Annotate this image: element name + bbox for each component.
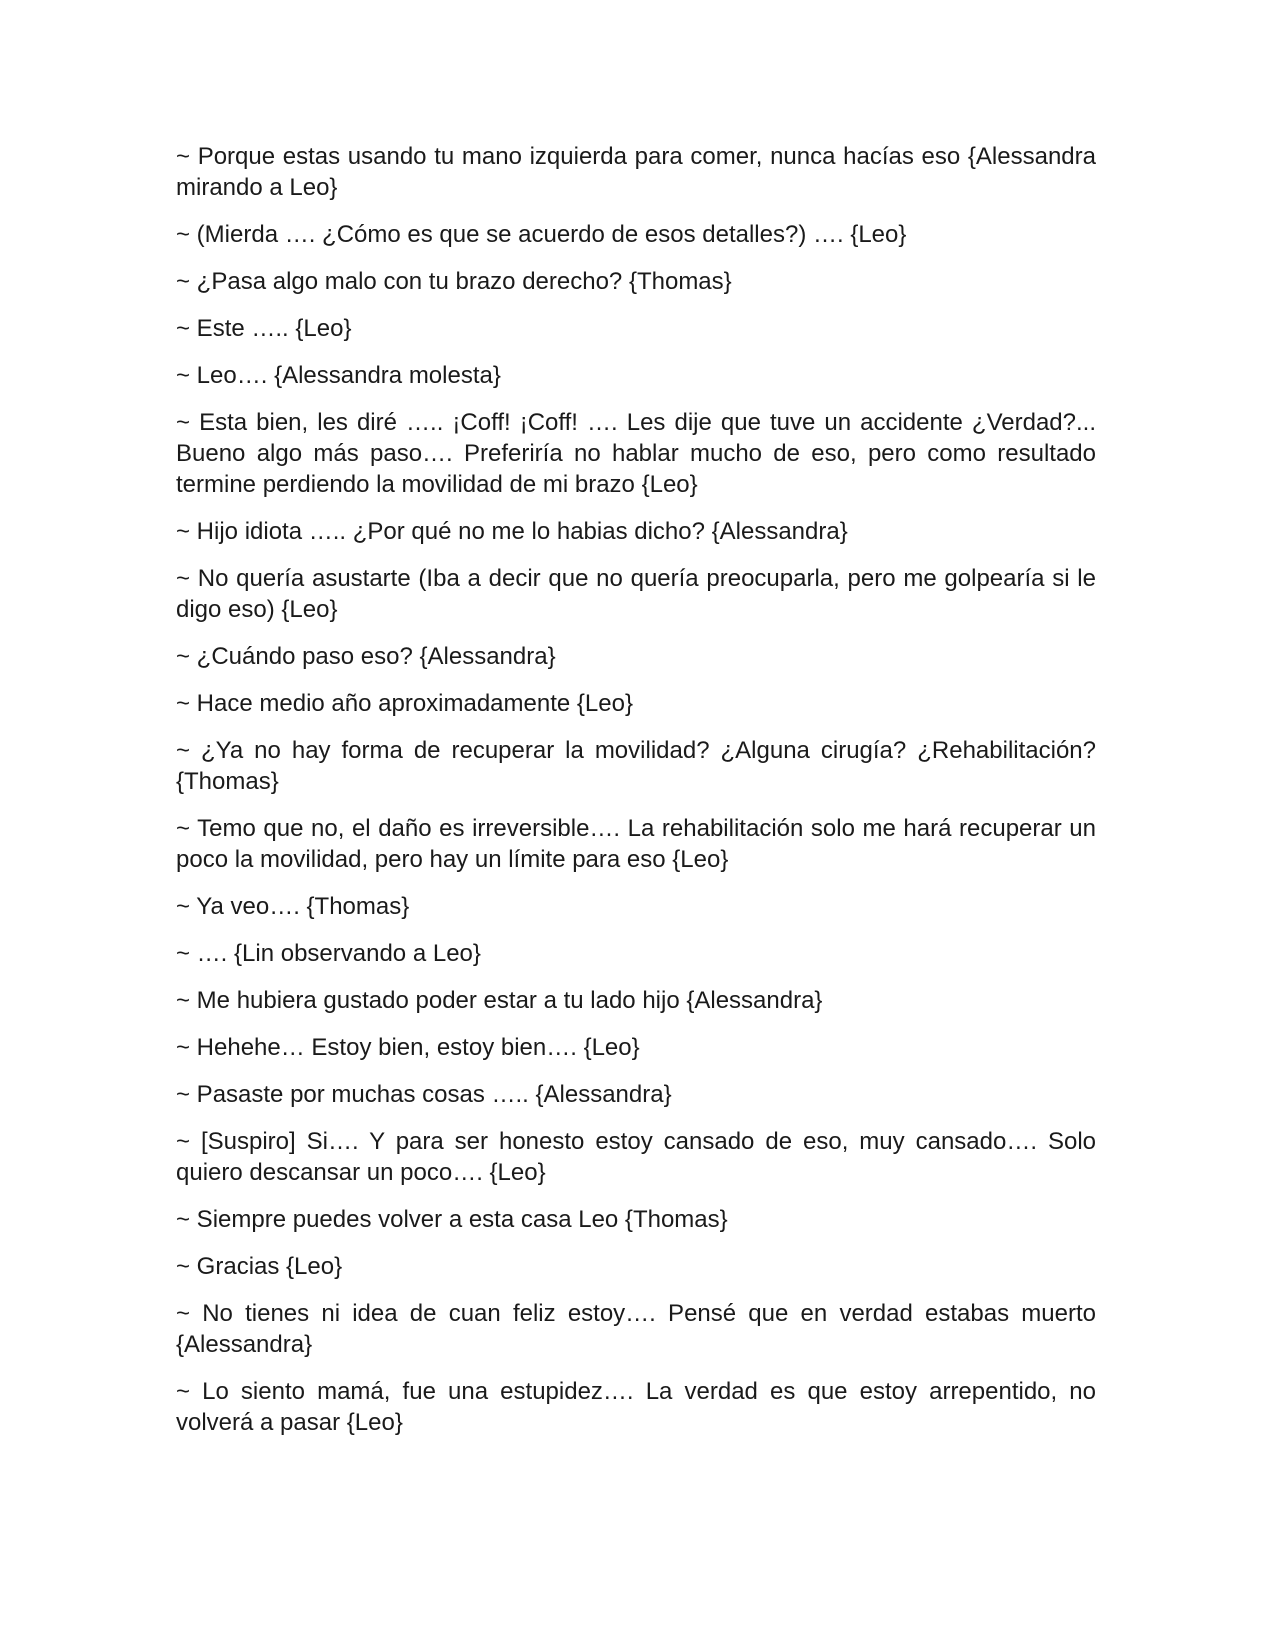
dialogue-line: ~ Hehehe… Estoy bien, estoy bien…. {Leo} — [176, 1034, 640, 1061]
dialogue-line: ~ Porque estas usando tu mano izquierda para comer, nunca hacías eso {Alessandra mirando a Leo} — [176, 143, 1096, 201]
dialogue-line: ~ Lo siento mamá, fue una estupidez…. La verdad es que estoy arrepentido, no volverá a pasar {Leo} — [176, 1378, 1096, 1436]
dialogue-line: ~ ¿Cuándo paso eso? {Alessandra} — [176, 643, 556, 670]
dialogue-line: ~ Temo que no, el daño es irreversible…. La rehabilitación solo me hará recuperar un poco la movilidad, pero hay un límite para eso {Leo} — [176, 815, 1096, 873]
dialogue-line: ~ Ya veo…. {Thomas} — [176, 893, 410, 920]
dialogue-line: ~ (Mierda …. ¿Cómo es que se acuerdo de esos detalles?) …. {Leo} — [176, 221, 907, 248]
dialogue-line: ~ ¿Ya no hay forma de recuperar la movilidad? ¿Alguna cirugía? ¿Rehabilitación? {Thomas} — [176, 737, 1096, 795]
dialogue-line: ~ Hace medio año aproximadamente {Leo} — [176, 690, 633, 717]
dialogue-line: ~ Me hubiera gustado poder estar a tu lado hijo {Alessandra} — [176, 987, 823, 1014]
dialogue-line: ~ ¿Pasa algo malo con tu brazo derecho? {Thomas} — [176, 268, 732, 295]
dialogue-line: ~ Esta bien, les diré ….. ¡Coff! ¡Coff! …. Les dije que tuve un accidente ¿Verdad?... Bueno algo más paso…. Preferiría no hablar mucho de eso, pero como resultado termine perdiendo la movilidad de mi brazo {Leo} — [176, 409, 1096, 498]
dialogue-line: ~ Este ….. {Leo} — [176, 315, 352, 342]
dialogue-line: ~ Leo…. {Alessandra molesta} — [176, 362, 501, 389]
document-page — [176, 141, 1096, 1454]
dialogue-line: ~ Pasaste por muchas cosas ….. {Alessandra} — [176, 1081, 672, 1108]
dialogue-line: ~ Hijo idiota ….. ¿Por qué no me lo habias dicho? {Alessandra} — [176, 518, 848, 545]
dialogue-line: ~ [Suspiro] Si…. Y para ser honesto estoy cansado de eso, muy cansado…. Solo quiero descansar un poco…. {Leo} — [176, 1128, 1096, 1186]
dialogue-line: ~ Siempre puedes volver a esta casa Leo {Thomas} — [176, 1206, 728, 1233]
dialogue-line: ~ No quería asustarte (Iba a decir que no quería preocuparla, pero me golpearía si le digo eso) {Leo} — [176, 565, 1096, 623]
dialogue-line: ~ No tienes ni idea de cuan feliz estoy…. Pensé que en verdad estabas muerto {Alessandra} — [176, 1300, 1096, 1358]
dialogue-line: ~ Gracias {Leo} — [176, 1253, 343, 1280]
dialogue-line: ~ …. {Lin observando a Leo} — [176, 940, 481, 967]
